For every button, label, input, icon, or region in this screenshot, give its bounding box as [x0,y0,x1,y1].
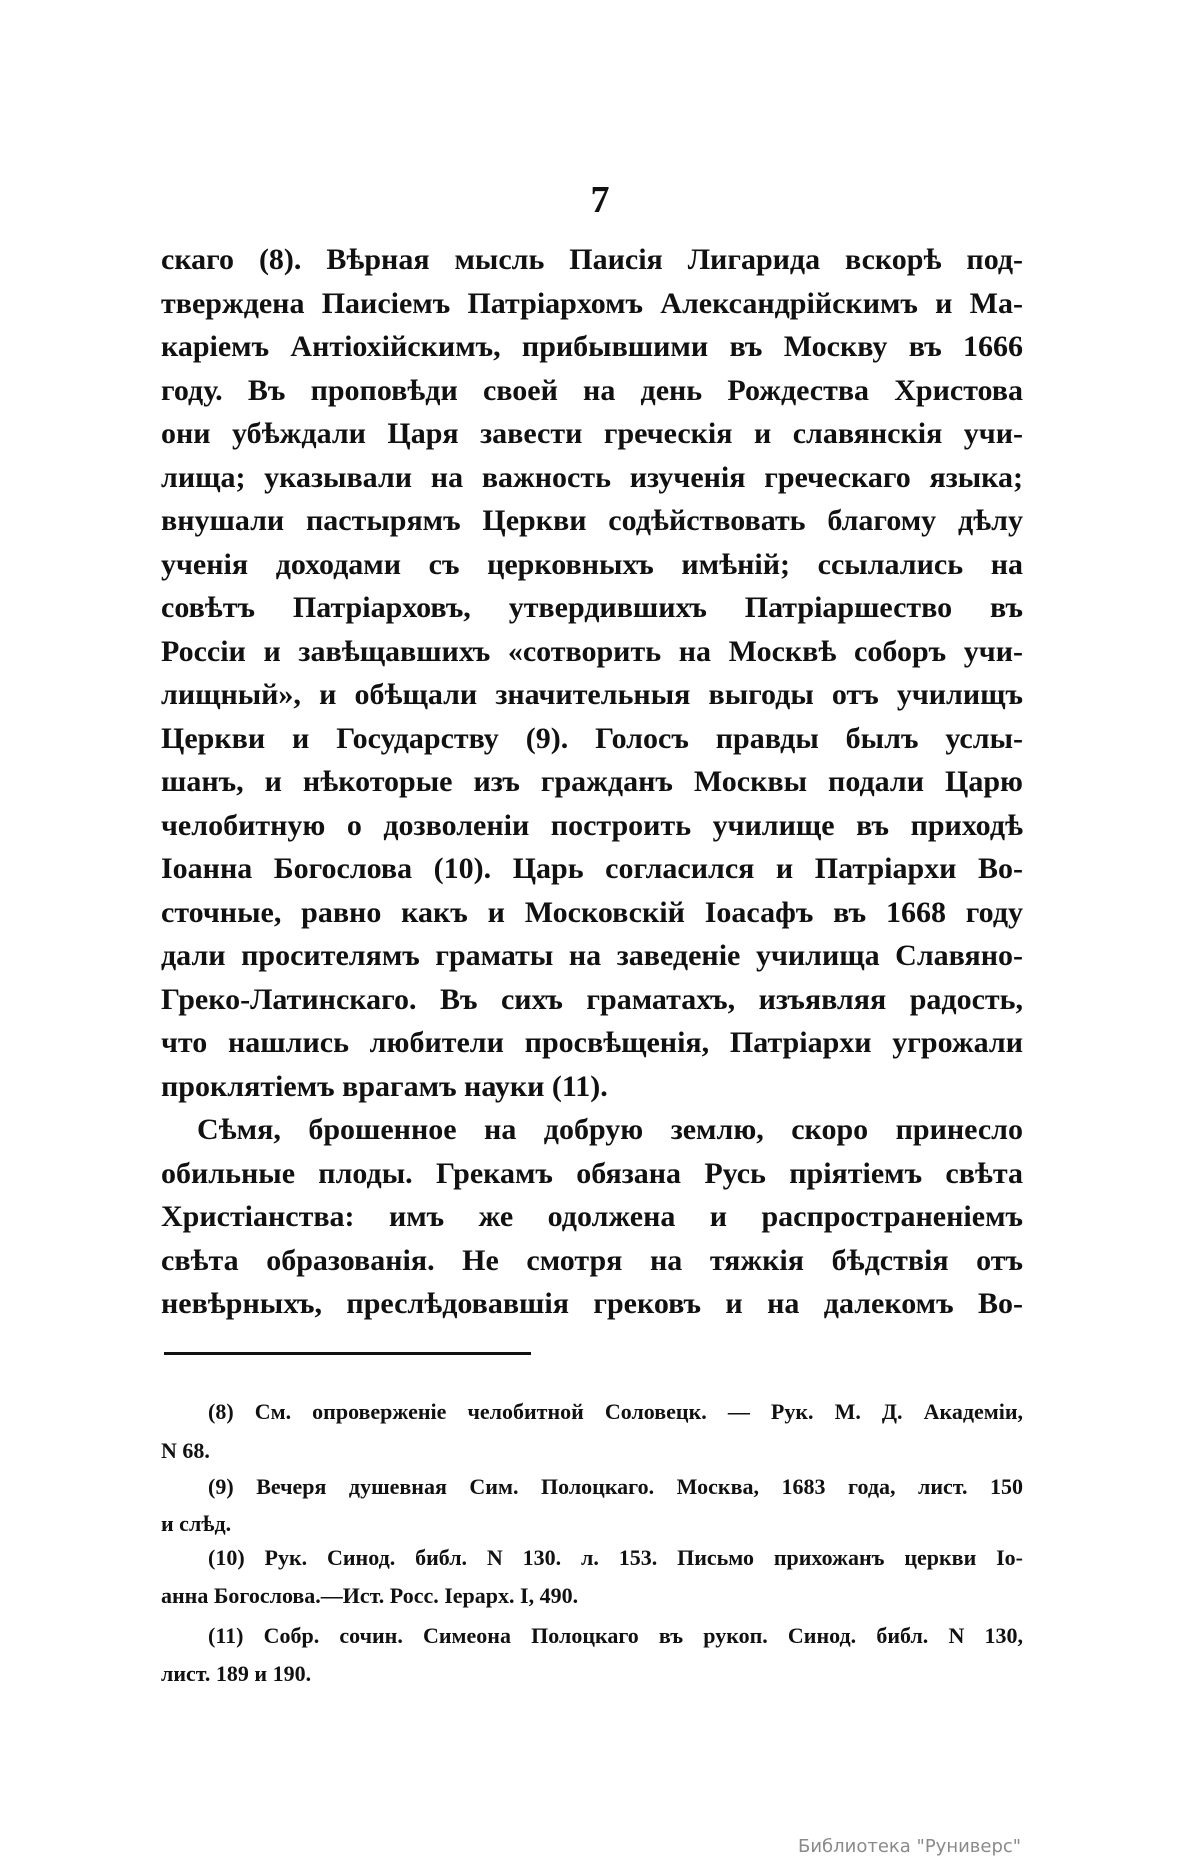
footnote-line: и слѣд. [161,1511,232,1536]
text-line: Христіанства: имъ же одолжена и распространеніемъ [161,1200,1023,1233]
text-line: дали просителямъ граматы на заведеніе училища Славяно- [161,939,1023,972]
footnote-line: (11) Собр. сочин. Симеона Полоцкаго въ рукоп. Синод. библ. N 130, [208,1623,1023,1648]
text-line: шанъ, и нѣкоторые изъ гражданъ Москвы подали Царю [161,765,1023,798]
text-line: Церкви и Государству (9). Голосъ правды былъ услы- [161,721,1023,755]
text-line: Россіи и завѣщавшихъ «сотворить на Москвѣ соборъ учи- [161,634,1023,668]
text-line: совѣтъ Патріарховъ, утвердившихъ Патріаршество въ [161,591,1023,624]
library-watermark: Библиотека "Руниверс" [798,1836,1022,1857]
text-line: обильные плоды. Грекамъ обязана Русь пріятіемъ свѣта [161,1156,1023,1190]
text-line: проклятіемъ врагамъ науки (11). [161,1069,608,1103]
text-line: внушали пастырямъ Церкви содѣйствовать благому дѣлу [161,504,1023,537]
text-line: тверждена Паисіемъ Патріархомъ Александрійскимъ и Ма- [161,286,1023,320]
footnote-line: (8) См. опроверженіе челобитной Соловецк. — Рук. М. Д. Академіи, [208,1399,1023,1424]
text-line: челобитную о дозволеніи построить училище въ приходѣ [161,808,1023,842]
footnote-line: (9) Вечеря душевная Сим. Полоцкаго. Москва, 1683 года, лист. 150 [208,1474,1023,1499]
footnote-line: (10) Рук. Синод. библ. N 130. л. 153. Письмо прихожанъ церкви Іо- [208,1545,1023,1570]
page-number: 7 [590,179,610,221]
text-line: лищный», и обѣщали значительныя выгоды отъ училищъ [161,678,1023,711]
text-line: Греко-Латинскаго. Въ сихъ граматахъ, изъявляя радость, [161,982,1023,1016]
text-line: сточные, равно какъ и Московскій Іоасафъ въ 1668 году [161,895,1023,929]
footnote-line: лист. 189 и 190. [161,1661,312,1686]
text-line: ученія доходами съ церковныхъ имѣній; ссылались на [161,547,1023,581]
text-line: невѣрныхъ, преслѣдовавшія грековъ и на далекомъ Во- [161,1287,1023,1320]
footnote-line: N 68. [161,1438,210,1463]
text-line: свѣта образованія. Не смотря на тяжкія бѣдствія отъ [161,1243,1023,1277]
text-line: году. Въ проповѣди своей на день Рождества Христова [161,373,1023,407]
text-line: каріемъ Антіохійскимъ, прибывшими въ Москву въ 1666 [161,330,1023,363]
text-line: лища; указывали на важность изученія греческаго языка; [161,460,1023,494]
text-line: они убѣждали Царя завести греческія и славянскія учи- [161,417,1023,450]
text-line: что нашлись любители просвѣщенія, Патріархи угрожали [161,1026,1023,1059]
footnote-line: анна Богослова.—Ист. Росс. Іерарх. I, 490. [161,1583,579,1608]
text-line: Сѣмя, брошенное на добрую землю, скоро принесло [197,1113,1023,1146]
footnote-divider [164,1352,531,1355]
text-line: Іоанна Богослова (10). Царь согласился и Патріархи Во- [161,852,1023,885]
text-line: скаго (8). Вѣрная мысль Паисія Лигарида вскорѣ под- [161,243,1023,276]
